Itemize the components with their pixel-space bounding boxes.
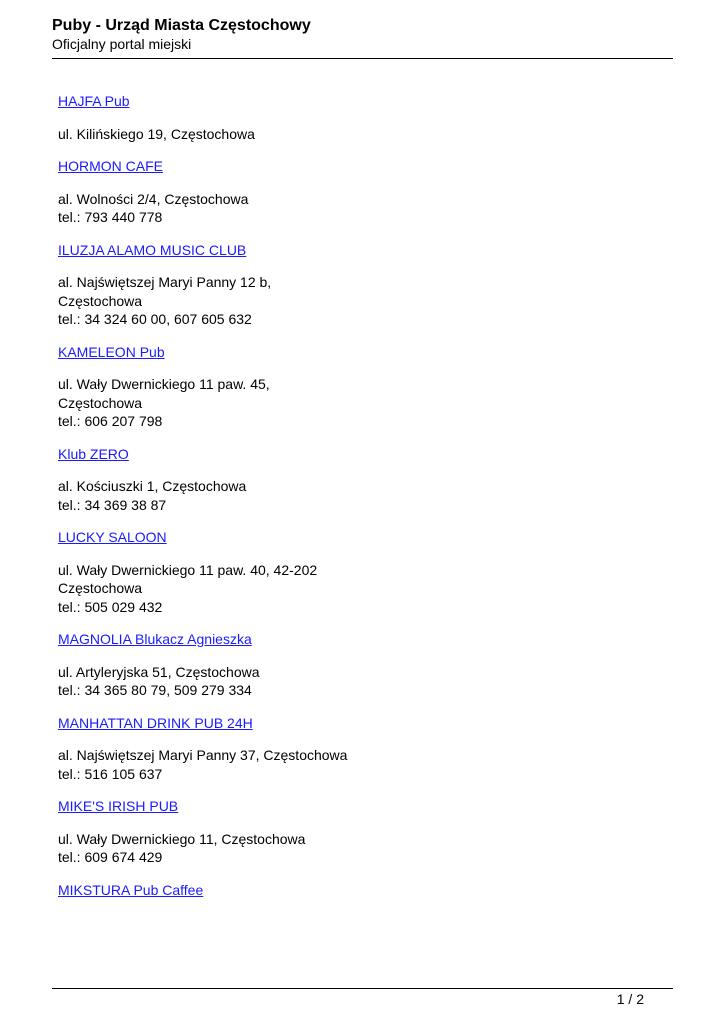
pub-details	[58, 190, 658, 227]
pub-name-link[interactable]: MAGNOLIA Blukacz Agnieszka	[58, 631, 252, 647]
pub-address-line: ul. Artyleryjska 51, Częstochowa	[58, 663, 260, 680]
pub-details	[58, 477, 658, 514]
pub-address-line: Częstochowa	[58, 394, 143, 411]
page-number: 1 / 2	[616, 991, 644, 1007]
pub-entry	[58, 157, 658, 227]
pub-address-line: al. Wolności 2/4, Częstochowa	[58, 190, 249, 207]
pub-name-link[interactable]: Klub ZERO	[58, 445, 129, 462]
pub-address-line: al. Kościuszki 1, Częstochowa	[58, 478, 247, 494]
pub-phone: tel.: 606 207 798	[58, 413, 163, 429]
pub-address-line: Częstochowa	[58, 580, 143, 596]
pub-entry	[58, 92, 658, 143]
pub-entry	[58, 445, 658, 515]
pub-entry	[58, 528, 658, 616]
pub-details	[58, 125, 658, 144]
pub-phone: tel.: 34 369 38 87	[58, 496, 167, 513]
pub-entry	[58, 797, 658, 867]
pub-address-line: ul. Wały Dwernickiego 11, Częstochowa	[58, 830, 306, 847]
footer-divider	[52, 988, 673, 989]
pub-name-link[interactable]: MIKE'S IRISH PUB	[58, 798, 179, 814]
pub-details	[58, 375, 658, 431]
pub-entry	[58, 343, 658, 431]
pub-details	[58, 273, 658, 329]
pub-name-link[interactable]: HAJFA Pub	[58, 93, 130, 109]
pub-entry	[58, 630, 658, 700]
pub-entry	[58, 881, 658, 900]
pub-details	[58, 561, 658, 617]
pub-address-line: ul. Kilińskiego 19, Częstochowa	[58, 125, 255, 142]
pub-name-link[interactable]: LUCKY SALOON	[58, 529, 167, 545]
pub-name-link[interactable]: HORMON CAFE	[58, 158, 163, 174]
pub-name-link[interactable]: MIKSTURA Pub Caffee	[58, 881, 204, 898]
pub-phone: tel.: 609 674 429	[58, 849, 163, 865]
pub-phone: tel.: 505 029 432	[58, 598, 163, 615]
pub-list	[58, 92, 658, 899]
pub-address-line: ul. Wały Dwernickiego 11 paw. 45,	[58, 376, 270, 392]
pub-phone: tel.: 34 365 80 79, 509 279 334	[58, 682, 252, 698]
page-header	[52, 16, 673, 53]
pub-address-line: ul. Wały Dwernickiego 11 paw. 40, 42-202	[58, 561, 318, 578]
pub-phone: tel.: 793 440 778	[58, 209, 163, 225]
pub-name-link[interactable]: KAMELEON Pub	[58, 343, 165, 360]
pub-entry	[58, 714, 658, 784]
pub-address-line: al. Najświętszej Maryi Panny 12 b,	[58, 274, 272, 290]
pub-address-line: Częstochowa	[58, 292, 143, 309]
pub-details	[58, 830, 658, 867]
pub-details	[58, 746, 658, 783]
pub-address-line: al. Najświętszej Maryi Panny 37, Częstochowa	[58, 747, 348, 763]
pub-name-link[interactable]: MANHATTAN DRINK PUB 24H	[58, 714, 253, 731]
page-title: Puby - Urząd Miasta Częstochowy	[52, 17, 311, 34]
pub-details	[58, 663, 658, 700]
pub-name-link[interactable]: ILUZJA ALAMO MUSIC CLUB	[58, 241, 247, 258]
pub-entry	[58, 241, 658, 329]
pub-phone: tel.: 516 105 637	[58, 765, 163, 782]
page-subtitle: Oficjalny portal miejski	[52, 36, 192, 52]
header-divider	[52, 58, 673, 59]
pub-phone: tel.: 34 324 60 00, 607 605 632	[58, 311, 252, 327]
